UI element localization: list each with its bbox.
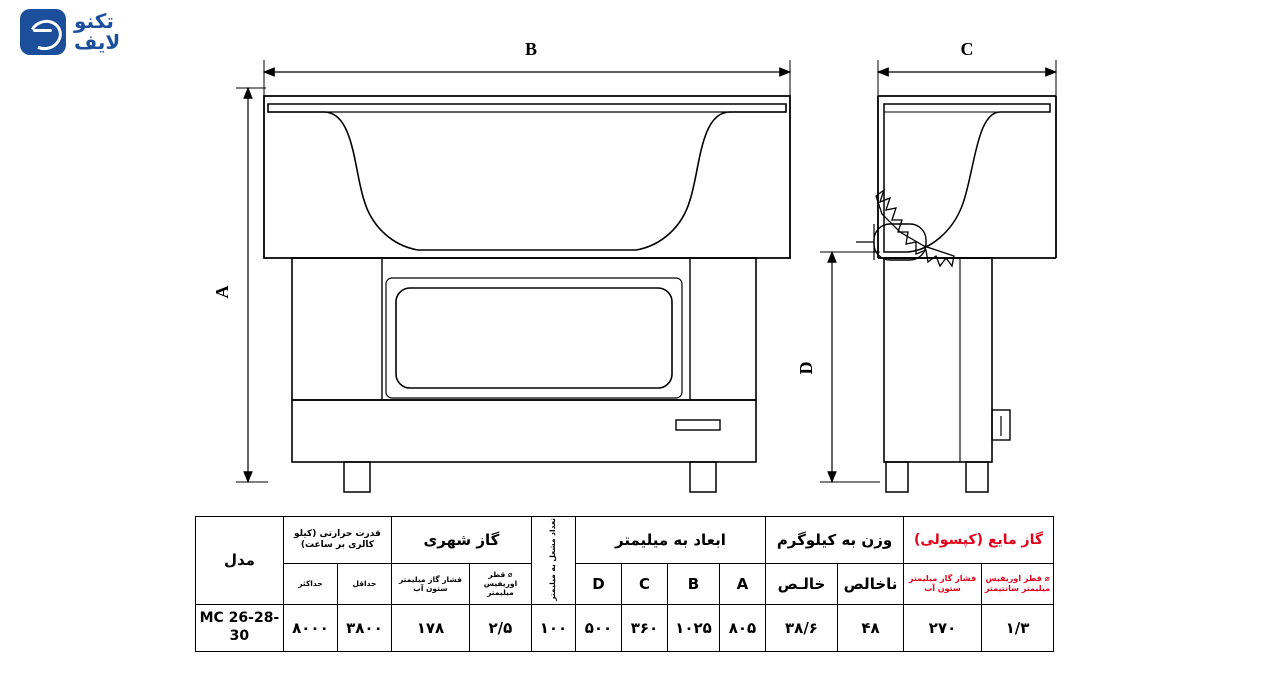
cell-lpg-pressure: ۲۷۰: [904, 604, 982, 651]
cell-power-max: ۸۰۰۰: [283, 604, 337, 651]
cell-weight-net: ۴۸: [838, 604, 904, 651]
specification-table: [195, 516, 1054, 652]
cell-weight-gross: ۳۸/۶: [765, 604, 837, 651]
table-group-header-row: [195, 517, 1053, 564]
cell-gas-pressure: ۱۷۸: [391, 604, 469, 651]
subheader-lpg-nozzle: ⌀ قطر اوریفیس میلیمتر سانتیمتر: [982, 564, 1054, 605]
dimension-label-a: A: [212, 285, 232, 299]
subheader-dim-c: C: [621, 564, 667, 605]
subheader-dim-d: D: [575, 564, 621, 605]
table-row: [195, 604, 1053, 651]
dimension-label-b: B: [524, 39, 538, 59]
cell-dim-a: ۸۰۵: [719, 604, 765, 651]
header-lpg: گاز مایع (کپسولی): [904, 517, 1054, 564]
cell-dim-d: ۵۰۰: [575, 604, 621, 651]
brand-logo-line1: تکنو: [74, 9, 114, 33]
cell-gas-nozzle: ۲/۵: [469, 604, 531, 651]
subheader-lpg-pressure: فشار گاز میلیمتر ستون آب: [904, 564, 982, 605]
subheader-weight-gross: خالـص: [765, 564, 837, 605]
subheader-dim-b: B: [667, 564, 719, 605]
dimension-label-c: C: [960, 39, 974, 59]
dimension-label-d: D: [796, 361, 816, 375]
header-city-gas: گاز شهری: [391, 517, 531, 564]
header-model: مدل: [195, 517, 283, 605]
cell-dim-b: ۱۰۲۵: [667, 604, 719, 651]
subheader-dim-a: A: [719, 564, 765, 605]
header-burner-count: تعداد مشعل به میلیمتر: [531, 517, 575, 605]
cell-lpg-nozzle: ۱/۳: [982, 604, 1054, 651]
header-weight: وزن به کیلوگرم: [765, 517, 903, 564]
subheader-gas-pressure: فشار گاز میلیمتر ستون آب: [391, 564, 469, 605]
brand-logo-line2: لایف: [74, 30, 121, 54]
subheader-power-min: حداقل: [337, 564, 391, 605]
cell-dim-c: ۳۶۰: [621, 604, 667, 651]
subheader-weight-net: ناخالص: [838, 564, 904, 605]
subheader-power-max: حداکثر: [283, 564, 337, 605]
table-sub-header-row: [195, 564, 1053, 605]
spec-table-container: [199, 516, 1054, 652]
header-heat-power: قدرت حرارتی (کیلو کالری بر ساعت): [283, 517, 391, 564]
cell-model: MC 26-28-30: [195, 604, 283, 651]
header-dimensions: ابعاد به میلیمتر: [575, 517, 765, 564]
cell-burner-dia: ۱۰۰: [531, 604, 575, 651]
cell-power-min: ۳۸۰۰: [337, 604, 391, 651]
subheader-gas-nozzle: ⌀ قطر اوریفیس میلیمتر: [469, 564, 531, 605]
